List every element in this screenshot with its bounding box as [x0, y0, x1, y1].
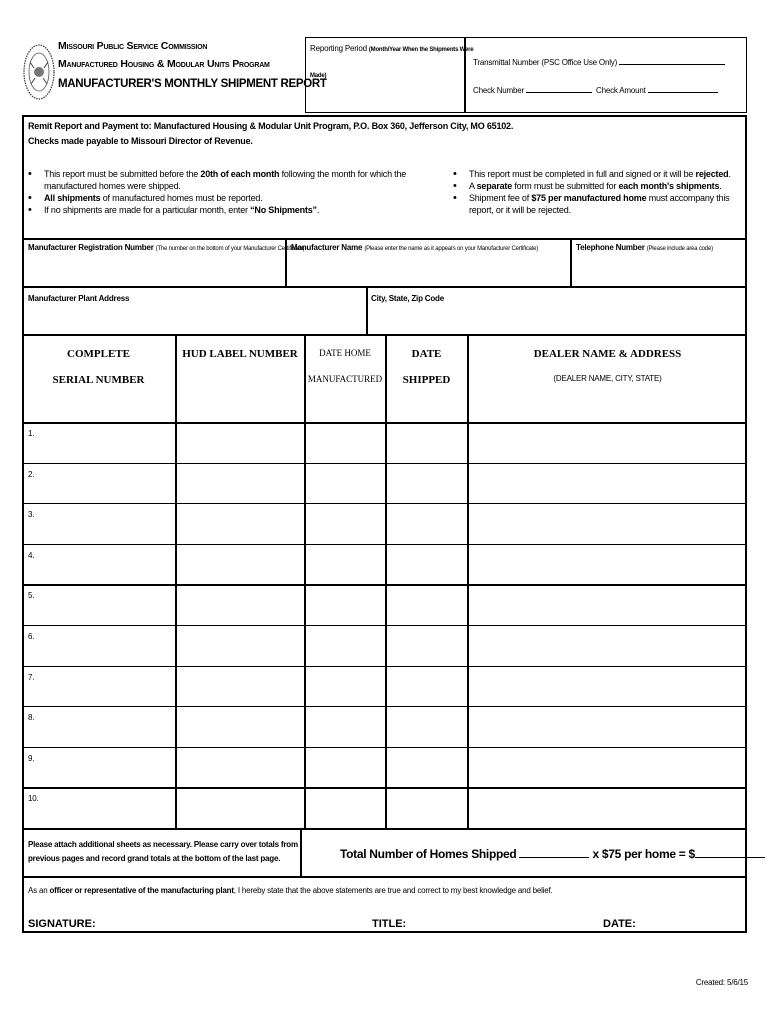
instruction-item: • This report must be submitted before the 20th of each month following the month for which the manufactured homes were shipped.	[24, 168, 444, 192]
city-state-zip-field[interactable]: City, State, Zip Code	[371, 294, 444, 303]
table-row[interactable]	[22, 787, 747, 828]
row-number: 9.	[28, 753, 35, 763]
program-name: Manufactured Housing & Modular Units Program	[58, 58, 270, 70]
agency-name: Missouri Public Service Commission	[58, 40, 208, 52]
col-header-dealer: DEALER NAME & ADDRESS (DEALER NAME, CITY, STATE)	[533, 348, 682, 383]
title-field[interactable]: TITLE:	[372, 918, 407, 930]
col-header-date-shipped: DATE SHIPPED	[402, 348, 451, 386]
fee-rate-label: x $75 per home = $	[592, 847, 695, 861]
table-row[interactable]	[22, 747, 747, 788]
checks-payable-note: Checks made payable to Missouri Director of Revenue.	[28, 136, 253, 146]
instructions-right	[449, 168, 743, 216]
table-row[interactable]	[22, 706, 747, 747]
table-row[interactable]	[22, 422, 747, 463]
row-number: 5.	[28, 591, 35, 601]
registration-number-field[interactable]: Manufacturer Registration Number (The number on the bottom of your Manufacturer Certificate)	[28, 243, 305, 252]
row-number: 8.	[28, 713, 35, 723]
check-amount-label: Check Amount	[596, 86, 646, 95]
table-row[interactable]	[22, 544, 747, 585]
manufacturer-name-field[interactable]: Manufacturer Name (Please enter the name as it appears on your Manufacturer Certificate)	[291, 243, 539, 252]
certification-statement: As an officer or representative of the manufacturing plant, I hereby state that the above statements are true and correct to my best knowledge and belief.	[28, 886, 553, 895]
row-number: 2.	[28, 469, 35, 479]
table-row[interactable]	[22, 666, 747, 707]
table-row[interactable]	[22, 625, 747, 666]
telephone-number-field[interactable]: Telephone Number (Please include area code)	[576, 243, 713, 252]
reporting-period-hint: Made)	[310, 73, 327, 79]
instruction-item: • This report must be completed in full and signed or it will be rejected.	[449, 168, 743, 180]
col-header-date-manufactured: DATE HOME MANUFACTURED	[307, 348, 383, 384]
remit-address: Remit Report and Payment to: Manufactured Housing & Modular Unit Program, P.O. Box 360, Jefferson City, MO 65102.	[28, 121, 514, 131]
created-date: Created: 5/6/15	[695, 978, 748, 987]
col-header-hud-label: HUD LABEL NUMBER	[182, 348, 298, 360]
row-number: 6.	[28, 632, 35, 641]
col-header-serial: COMPLETE SERIAL NUMBER	[52, 348, 145, 386]
row-number: 10.	[28, 794, 39, 804]
signature-field[interactable]: SIGNATURE:	[28, 918, 96, 930]
total-homes-shipped-field[interactable]: Total Number of Homes Shipped x $75 per home = $	[340, 846, 765, 861]
reporting-period-label: Reporting Period (Month/Year When the Shipments Were	[310, 44, 474, 53]
row-number: 7.	[28, 672, 35, 682]
transmittal-number-field[interactable]: Transmittal Number (PSC Office Use Only)	[473, 56, 725, 67]
instruction-item: • A separate form must be submitted for each month's shipments.	[449, 180, 743, 192]
row-number: 4.	[28, 550, 35, 560]
instruction-item: • All shipments of manufactured homes must be reported.	[24, 192, 444, 204]
form-title: MANUFACTURER'S MONTHLY SHIPMENT REPORT	[58, 78, 327, 90]
missouri-seal-icon	[22, 42, 56, 102]
instruction-item: • Shipment fee of $75 per manufactured home must accompany this report, or it will be rejected.	[449, 192, 743, 216]
plant-address-field[interactable]: Manufacturer Plant Address	[28, 294, 130, 303]
table-row[interactable]	[22, 584, 747, 625]
psc-office-box	[465, 37, 747, 113]
attach-sheets-note: Please attach additional sheets as necessary. Please carry over totals from previous pages and record grand totals at the bottom of the last page.	[28, 840, 298, 863]
table-row[interactable]	[22, 463, 747, 504]
table-row[interactable]	[22, 503, 747, 544]
date-field[interactable]: DATE:	[603, 918, 636, 930]
instruction-item: • If no shipments are made for a particular month, enter “No Shipments”.	[24, 204, 444, 216]
instructions-left	[24, 168, 444, 216]
row-number: 3.	[28, 510, 35, 520]
check-number-field[interactable]: Check Number Check Amount	[473, 84, 718, 95]
row-number: 1.	[28, 429, 35, 438]
